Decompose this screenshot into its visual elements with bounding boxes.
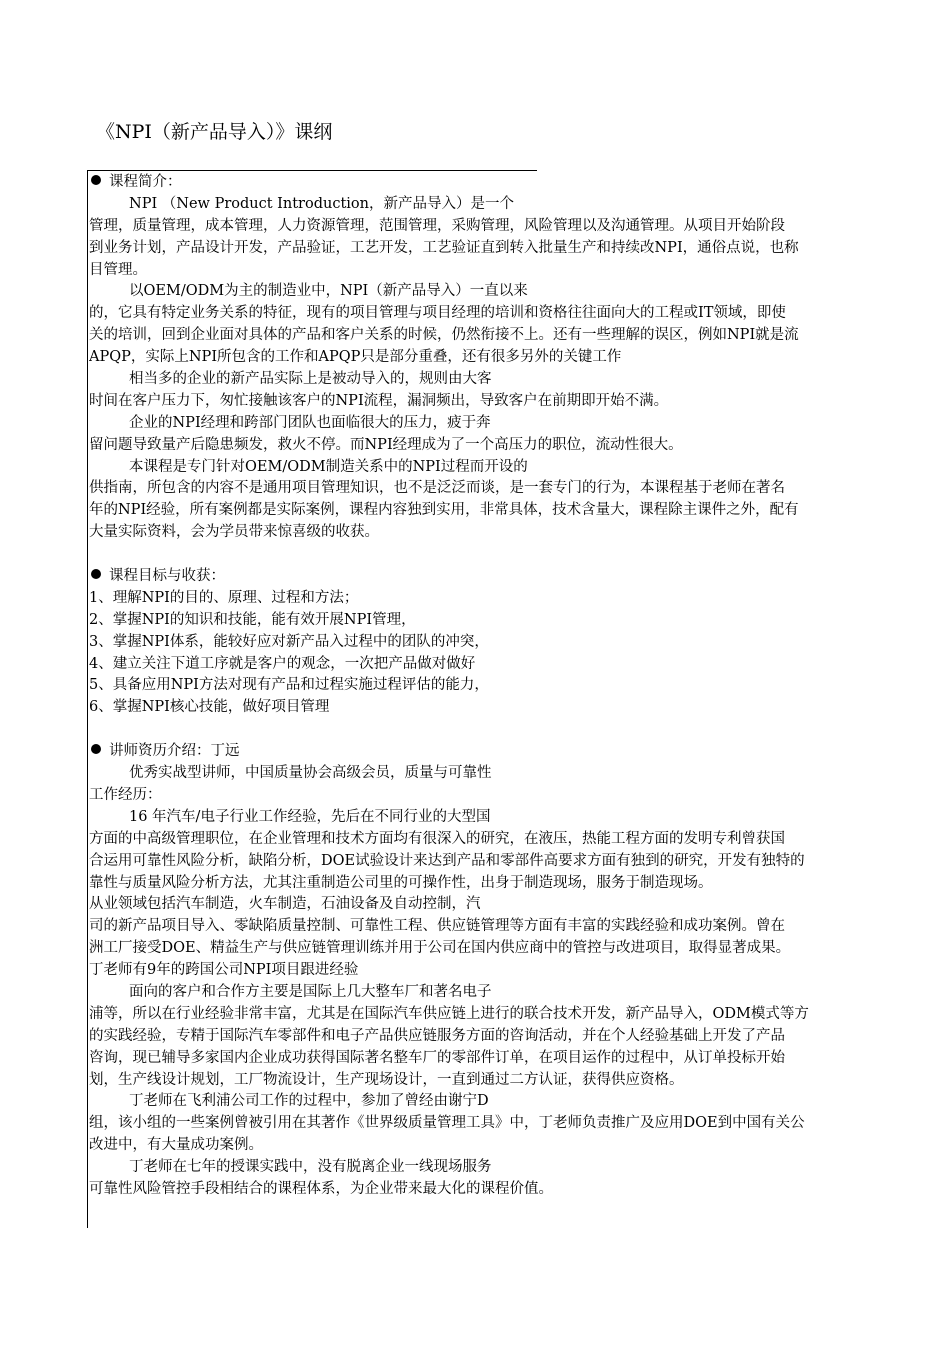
paragraph-line: 从业领域包括汽车制造，火车制造，石油设备及自动控制，汽 <box>89 896 481 913</box>
paragraph-line: 划，生产线设计规划，工厂物流设计，生产现场设计，一直到通过二方认证，获得供应资格。 <box>89 1071 684 1088</box>
paragraph-line: 面向的客户和合作方主要是国际上几大整车厂和著名电子 <box>129 983 492 1000</box>
paragraph-line: 洲工厂接受DOE、精益生产与供应链管理训练并用于公司在国内供应商中的管控与改进项目，取得显著成果。 <box>89 940 791 957</box>
paragraph-line: 改进中，有大量成功案例。 <box>89 1137 263 1154</box>
paragraph-line: APQP，实际上NPI所包含的工作和APQP只是部分重叠，还有很多另外的关键工作 <box>89 349 622 366</box>
paragraph-line: 丁老师有9年的跨国公司NPI项目跟进经验 <box>89 962 359 979</box>
table-top-border <box>87 170 537 171</box>
instructor-heading-row <box>89 741 950 763</box>
paragraph-line: 的，它具有特定业务关系的特征，现有的项目管理与项目经理的培训和资格往往面向大的工程或IT领域，即使 <box>89 305 786 322</box>
paragraph-line: 合运用可靠性风险分析，缺陷分析，DOE试验设计来达到产品和零部件高要求方面有独到的研究，开发有独特的 <box>89 852 805 869</box>
paragraph-line: 司的新产品项目导入、零缺陷质量控制、可靠性工程、供应链管理等方面有丰富的实践经验和成功案例。曾在 <box>89 918 785 935</box>
paragraph-line: 大量实际资料，会为学员带来惊喜级的收获。 <box>89 524 379 541</box>
bullet-icon <box>91 744 101 754</box>
bullet-icon <box>91 175 101 185</box>
goal-item: 6、掌握NPI核心技能，做好项目管理 <box>89 699 330 716</box>
document-title: 《NPI（新产品导入）》课纲 <box>96 121 333 143</box>
paragraph-line: 可靠性风险管控手段相结合的课程体系，为企业带来最大化的课程价值。 <box>89 1180 553 1197</box>
paragraph-line: 企业的NPI经理和跨部门团队也面临很大的压力，疲于奔 <box>129 414 491 431</box>
paragraph-line: 管理，质量管理，成本管理，人力资源管理，范围管理，采购管理，风险管理以及沟通管理。从项目开始阶段 <box>89 217 785 234</box>
paragraph-line: 目管理。 <box>89 261 147 278</box>
paragraph-line: 靠性与质量风险分析方法，尤其注重制造公司里的可操作性，出身于制造现场，服务于制造现场。 <box>89 874 713 891</box>
paragraph-line: 时间在客户压力下，匆忙接触该客户的NPI流程，漏洞频出，导致客户在前期即开始不满。 <box>89 392 669 409</box>
paragraph-line: 年的NPI经验，所有案例都是实际案例，课程内容独到实用，非常具体，技术含量大，课程除主课件之外，配有 <box>89 502 799 519</box>
paragraph-line: 本课程是专门针对OEM/ODM制造关系中的NPI过程而开设的 <box>129 458 528 475</box>
paragraph-line: 优秀实战型讲师，中国质量协会高级会员，质量与可靠性 <box>129 765 492 782</box>
paragraph-line: 的实践经验，专精于国际汽车零部件和电子产品供应链服务方面的咨询活动，并在个人经验基础上开发了产品 <box>89 1027 785 1044</box>
paragraph-line: 16 年汽车/电子行业工作经验，先后在不同行业的大型国 <box>129 808 491 825</box>
bullet-icon <box>91 569 101 579</box>
goal-item: 1、理解NPI的目的、原理、过程和方法； <box>89 589 359 606</box>
paragraph-line: 咨询，现已辅导多家国内企业成功获得国际著名整车厂的零部件订单，在项目运作的过程中，从订单投标开始 <box>89 1049 785 1066</box>
paragraph-line: 相当多的企业的新产品实际上是被动导入的，规则由大客 <box>129 371 492 388</box>
paragraph-line: 到业务计划，产品设计开发，产品验证，工艺开发，工艺验证直到转入批量生产和持续改NPI，通俗点说，也称 <box>89 239 799 256</box>
paragraph-line: 留问题导致量产后隐患频发，救火不停。而NPI经理成为了一个高压力的职位，流动性很大。 <box>89 436 683 453</box>
goals-heading: 课程目标与收获： <box>109 568 225 585</box>
goal-item: 4、建立关注下道工序就是客户的观念，一次把产品做对做好 <box>89 655 476 672</box>
intro-heading-row <box>89 172 950 194</box>
paragraph-line: 丁老师在七年的授课实践中，没有脱离企业一线现场服务 <box>129 1159 492 1176</box>
goal-item: 5、具备应用NPI方法对现有产品和过程实施过程评估的能力， <box>89 677 489 694</box>
table-left-border <box>87 170 88 1228</box>
paragraph-line: 方面的中高级管理职位，在企业管理和技术方面均有很深入的研究，在液压，热能工程方面的发明专利曾获国 <box>89 830 785 847</box>
paragraph-line: 以OEM/ODM为主的制造业中，NPI（新产品导入）一直以来 <box>129 283 528 300</box>
instructor-heading: 讲师资历介绍：丁远 <box>109 743 240 760</box>
goals-heading-row <box>89 566 950 588</box>
paragraph-line: 供指南，所包含的内容不是通用项目管理知识，也不是泛泛而谈，是一套专门的行为，本课程基于老师在著名 <box>89 480 785 497</box>
intro-heading: 课程简介： <box>109 174 182 190</box>
course-content <box>89 172 950 1201</box>
paragraph-line: 丁老师在飞利浦公司工作的过程中，参加了曾经由谢宁D <box>129 1093 489 1110</box>
paragraph-line: 工作经历： <box>89 786 162 803</box>
paragraph-line: 浦等，所以在行业经验非常丰富，尤其是在国际汽车供应链上进行的联合技术开发，新产品导入，ODM模式等方 <box>89 1005 809 1022</box>
goal-item: 3、掌握NPI体系，能较好应对新产品入过程中的团队的冲突， <box>89 633 489 650</box>
paragraph-line: NPI （New Product Introduction，新产品导入）是一个 <box>129 195 514 212</box>
spacer <box>89 719 950 741</box>
paragraph-line: 组，该小组的一些案例曾被引用在其著作《世界级质量管理工具》中，丁老师负责推广及应用DOE到中国有关公 <box>89 1115 805 1132</box>
spacer <box>89 544 950 566</box>
goal-item: 2、掌握NPI的知识和技能，能有效开展NPI管理， <box>89 611 416 628</box>
paragraph-line: 关的培训，回到企业面对具体的产品和客户关系的时候，仍然衔接不上。还有一些理解的误区，例如NPI就是流 <box>89 327 799 344</box>
